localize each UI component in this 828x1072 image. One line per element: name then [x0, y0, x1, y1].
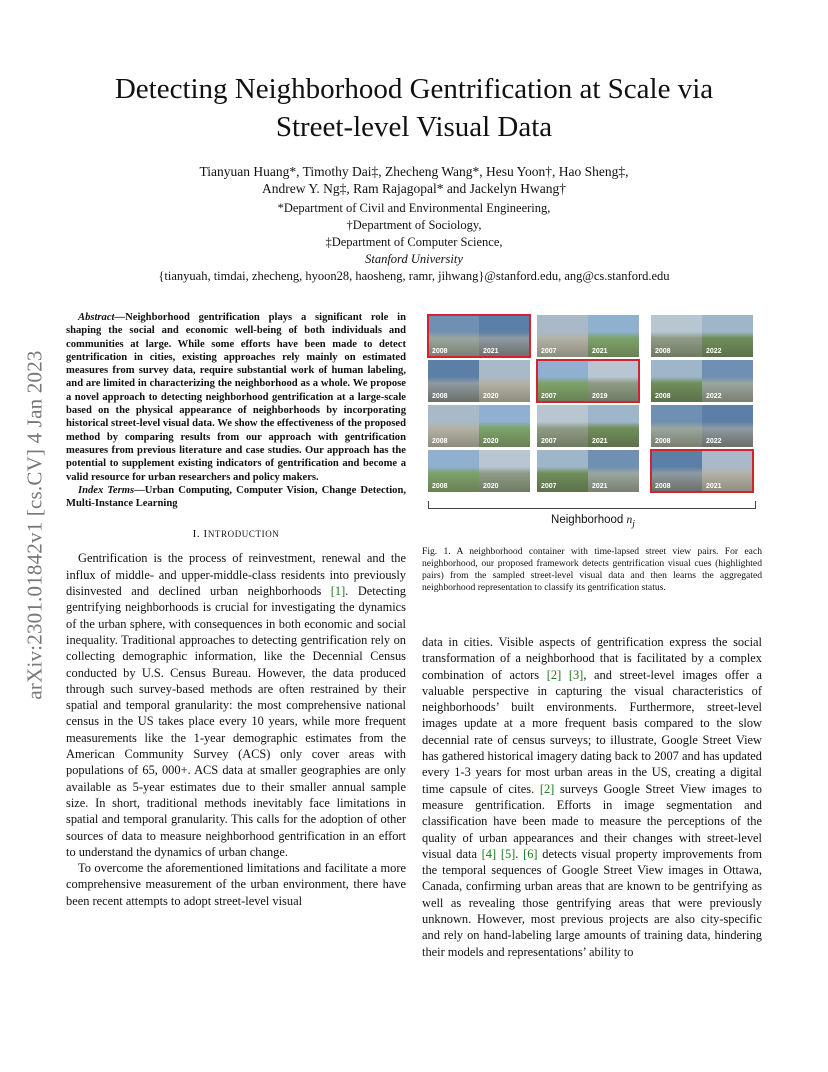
citation-link[interactable]: [1]: [330, 584, 346, 599]
street-view-image: [702, 360, 753, 402]
street-view-image: [588, 405, 639, 447]
right-text-c: surveys Google Street View images to measure gentrification. Efforts in image segmentation and classification have been made to measure the perceptions of the quality of urban appearances and their changes with street-level visual data: [422, 781, 762, 861]
figure-label-var: n: [626, 514, 633, 526]
street-view-grid: [426, 313, 760, 493]
figure-1: [426, 313, 760, 535]
image-year-label: 2021: [483, 348, 499, 355]
neighborhood-bracket: [428, 501, 756, 509]
author-list: [100, 163, 728, 197]
street-view-image: [702, 405, 753, 447]
affiliation-cs: ‡Department of Computer Science,: [325, 235, 503, 249]
citation-link[interactable]: [3]: [568, 667, 584, 682]
highlighted-pair-box: [650, 449, 754, 493]
right-text-e: detects visual property improvements from the temporal sequences of Google Street View images in Ottawa, Canada, confirming urban areas that are known to be gentrifying as well as revealing those gentrifying areas that were previously unknown. However, most previous projects are also city-specific and rely on hand-labeling large amounts of training data, hindering their models and representations’ ability to: [422, 846, 763, 959]
street-view-image: [588, 450, 639, 492]
abstract-lead: Abstract: [78, 312, 115, 323]
section-heading-introduction: I. INTRODUCTION: [192, 528, 280, 541]
intro-p1-text-a: Gentrification is the process of reinvestment, renewal and the influx of middle- and upper-middle-class residents into previously disinvested and declined urban neighborhoods: [66, 551, 406, 599]
index-terms: [66, 484, 406, 511]
index-terms-text: —Urban Computing, Computer Vision, Change Detection, Multi-Instance Learning: [66, 484, 406, 510]
right-column: [422, 634, 762, 960]
image-year-label: 2007: [541, 393, 557, 400]
street-view-image: [428, 360, 479, 402]
figure-label: [426, 514, 760, 529]
image-year-label: 2008: [432, 483, 448, 490]
image-year-label: 2019: [592, 393, 608, 400]
highlighted-pair-box: [427, 314, 531, 358]
figure-label-sub: j: [632, 518, 635, 530]
title-line-1: Detecting Neighborhood Gentrification at Scale via: [114, 73, 714, 105]
image-year-label: 2021: [592, 348, 608, 355]
abstract: [66, 311, 406, 484]
index-terms-lead: Index Terms: [78, 484, 135, 496]
authors-line-1: Tianyuan Huang*, Timothy Dai‡, Zhecheng Wang*, Hesu Yoon†, Hao Sheng‡,: [199, 164, 629, 179]
arxiv-identifier: [22, 297, 48, 752]
image-year-label: 2008: [432, 438, 448, 445]
intro-paragraph-2: To overcome the aforementioned limitations and facilitate a more comprehensive measurement of the urban environment, there have been recent attempts to adopt street-level visual: [66, 861, 406, 908]
street-view-image: [537, 450, 588, 492]
right-text-a: data in cities. Visible aspects of gentrification express the social transformation of a neighborhood that is facilitated by a complex combination of actors: [422, 635, 762, 682]
citation-link[interactable]: [5]: [500, 846, 516, 861]
image-year-label: 2020: [483, 438, 499, 445]
image-year-label: 2008: [655, 393, 671, 400]
street-view-image: [537, 405, 588, 447]
figure-label-text: Neighborhood: [551, 514, 624, 526]
street-view-image: [537, 315, 588, 357]
street-view-image: [479, 405, 530, 447]
author-emails: {tianyuah, timdai, zhecheng, hyoon28, haosheng, ramr, jihwang}@stanford.edu, ang@cs.stanford.edu: [158, 269, 670, 283]
image-year-label: 2022: [706, 348, 722, 355]
right-text-d: .: [515, 846, 524, 861]
image-year-label: 2007: [541, 438, 557, 445]
image-year-label: 2021: [592, 438, 608, 445]
affiliation-civil: *Department of Civil and Environmental Engineering,: [277, 201, 551, 215]
street-view-image: [428, 405, 479, 447]
image-year-label: 2021: [706, 483, 722, 490]
street-view-image: [702, 315, 753, 357]
affiliation-university: Stanford University: [365, 252, 463, 266]
street-view-image: [651, 405, 702, 447]
street-view-image: [651, 315, 702, 357]
image-year-label: 2008: [655, 348, 671, 355]
image-year-label: 2022: [706, 393, 722, 400]
arxiv-id-text: arXiv:2301.01842v1 [cs.CV] 4 Jan 2023: [22, 349, 47, 700]
image-year-label: 2008: [655, 438, 671, 445]
abstract-text: —Neighborhood gentrification plays a significant role in shaping the social and economic well-being of both individuals and communities at large. While some efforts have been made to detect gentrification in cities, existing approaches rely mainly on estimated measures from survey data, require substantial work of human labeling, and are limited in characterizing the neighborhood as a whole. We propose a novel approach to detecting neighborhood gentrification at a large-scale based on the physical appearance of neighborhoods by incorporating historical street-level visual data. We show the effectiveness of the proposed method by comparing results from our approach with gentrification measures from previous literature and case studies. Our approach has the potential to supplement existing indicators of gentrification and become a valid resource for urban researchers and policy makers.: [66, 312, 406, 483]
right-paragraph: [422, 634, 762, 960]
street-view-image: [651, 360, 702, 402]
highlighted-pair-box: [536, 359, 640, 403]
image-year-label: 2008: [432, 348, 448, 355]
street-view-image: [479, 450, 530, 492]
intro-p1-text-b: . Detecting gentrifying neighborhoods is crucial for investigating the dynamics of the urban sphere, with consequences in both economic and social inequality. Traditional approaches to detecting gentrification rely on collecting demographic information, like the Decennial Census conducted by U.S. Census Bureau. However, the data produced through such survey-based methods are often restrained by their spatial and temporal granularity: the most comprehensive national census in the US takes place every 10 years, while more frequent measurements like the 1-year demographic estimates from the American Community Survey (ACS) only cover areas with populations of 65, 000+. ACS data at smaller geographies are only available as 5-year estimates due to their smaller annual sample size. In short, traditional methods inevitably face limitations in spatial and temporal granularity. This calls for the adoption of other sources of data to measure neighborhood gentrification in an effort to understand the dynamics of urban change.: [66, 584, 406, 859]
authors-line-2: Andrew Y. Ng‡, Ram Rajagopal* and Jackelyn Hwang†: [261, 181, 567, 196]
citation-link[interactable]: [6]: [523, 846, 538, 861]
image-year-label: 2008: [655, 483, 671, 490]
figure-caption: Fig. 1. A neighborhood container with time-lapsed street view pairs. For each neighborhood, our proposed framework detects gentrification visual cues (highlighted pairs) from the sampled street-level visual data and then learns the aggregated neighborhood representation to classify its gentrification status.: [422, 546, 762, 593]
citation-link[interactable]: [4]: [481, 846, 497, 861]
street-view-image: [428, 450, 479, 492]
citation-link[interactable]: [2]: [539, 781, 555, 796]
image-year-label: 2020: [483, 393, 499, 400]
image-year-label: 2020: [483, 483, 499, 490]
affiliations: [100, 200, 728, 285]
paper-title: [40, 70, 788, 146]
image-year-label: 2008: [432, 393, 448, 400]
image-year-label: 2007: [541, 483, 557, 490]
title-line-2: Street-level Visual Data: [275, 111, 553, 143]
affiliation-sociology: †Department of Sociology,: [346, 218, 482, 232]
right-text-b: , and street-level images offer a valuable perspective in capturing the visual characteristics of neighborhoods’ built environments. Furthermore, street-level images update at a more frequent basis compared to the slow decennial rate of census surveys; to illustrate, Google Street View has gathered historical imagery dating back to 2007 and has updated every 1-3 years for most urban areas in the US, creating a digital time capsule of cites.: [422, 667, 762, 796]
intro-paragraph-1: [66, 550, 406, 860]
street-view-image: [479, 360, 530, 402]
left-column: [66, 311, 406, 909]
image-year-label: 2007: [541, 348, 557, 355]
image-year-label: 2022: [706, 438, 722, 445]
street-view-image: [588, 315, 639, 357]
citation-link[interactable]: [2]: [546, 667, 562, 682]
image-year-label: 2021: [592, 483, 608, 490]
